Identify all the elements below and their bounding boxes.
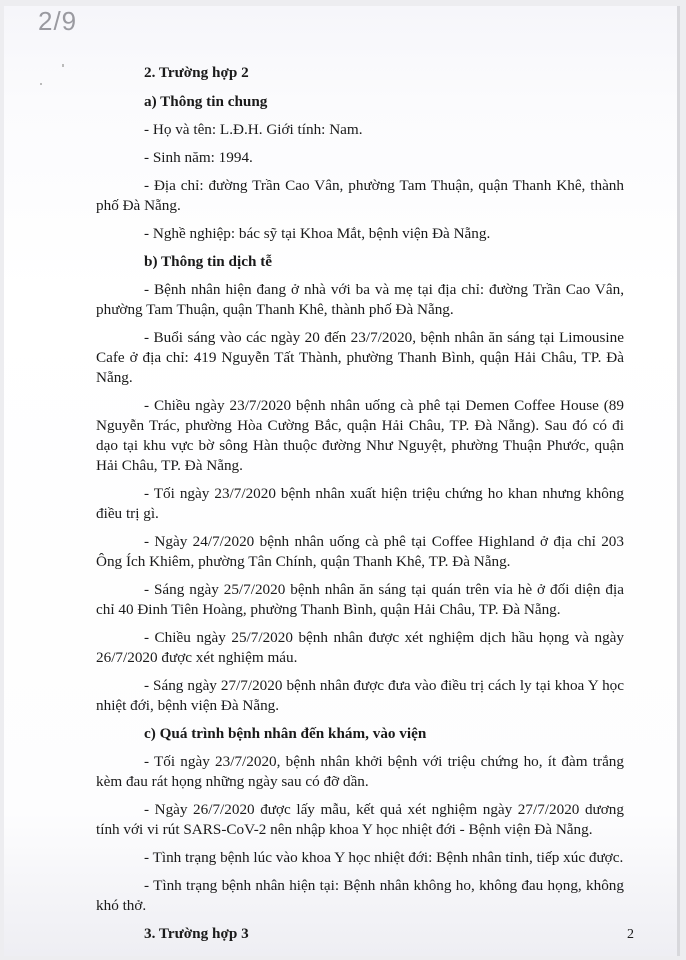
document-page xyxy=(4,6,680,956)
paragraph: - Tối ngày 23/7/2020, bệnh nhân khởi bệnh với triệu chứng ho, ít đàm trắng kèm đau rát họng những ngày sau có đỡ dần. xyxy=(96,753,624,790)
paragraph: - Địa chỉ: đường Trần Cao Vân, phường Tam Thuận, quận Thanh Khê, thành phố Đà Nẵng. xyxy=(96,177,624,214)
paragraph: - Ngày 26/7/2020 được lấy mẫu, kết quả xét nghiệm ngày 27/7/2020 dương tính với vi rút SARS-CoV-2 nên nhập khoa Y học nhiệt đới - Bệnh viện Đà Nẵng. xyxy=(96,801,624,838)
paragraph: - Ngày 24/7/2020 bệnh nhân uống cà phê tại Coffee Highland ở địa chỉ 203 Ông Ích Khiêm, phường Tân Chính, quận Thanh Khê, TP. Đà Nẵng. xyxy=(96,533,624,570)
page-number: 2 xyxy=(627,927,634,942)
paragraph: - Nghề nghiệp: bác sỹ tại Khoa Mắt, bệnh viện Đà Nẵng. xyxy=(144,225,491,242)
paragraph: - Bệnh nhân hiện đang ở nhà với ba và mẹ tại địa chỉ: đường Trần Cao Vân, phường Tam Thuận, quận Thanh Khê, thành phố Đà Nẵng. xyxy=(96,281,624,318)
paragraph: - Buổi sáng vào các ngày 20 đến 23/7/2020, bệnh nhân ăn sáng tại Limousine Cafe ở địa chỉ: 419 Nguyễn Tất Thành, phường Thanh Bình, quận Hải Châu, TP. Đà Nẵng. xyxy=(96,329,624,386)
paragraph: - Chiều ngày 23/7/2020 bệnh nhân uống cà phê tại Demen Coffee House (89 Nguyễn Trác, phường Hòa Cường Bắc, quận Hải Châu, TP. Đà Nẵng). Sau đó có đi dạo tại khu vực bờ sông Hàn thuộc đường Như Nguyệt, phường Thuận Phước, quận Hải Châu, TP. Đà Nẵng. xyxy=(96,397,624,474)
gallery-page-counter: 2/9 xyxy=(38,6,78,36)
paragraph: - Sáng ngày 25/7/2020 bệnh nhân ăn sáng tại quán trên vỉa hè ở đối diện địa chỉ 40 Đinh Tiên Hoàng, phường Thanh Bình, quận Hải Châu, TP. Đà Nẵng. xyxy=(96,581,624,618)
paragraph: - Tối ngày 23/7/2020 bệnh nhân xuất hiện triệu chứng ho khan nhưng không điều trị gì. xyxy=(96,485,624,522)
subsection-heading-c: c) Quá trình bệnh nhân đến khám, vào viện xyxy=(144,725,427,742)
scan-speck xyxy=(40,83,42,85)
paragraph: - Tình trạng bệnh lúc vào khoa Y học nhiệt đới: Bệnh nhân tỉnh, tiếp xúc được. xyxy=(144,849,624,866)
paragraph: - Họ và tên: L.Đ.H. Giới tính: Nam. xyxy=(144,121,363,138)
subsection-heading-b: b) Thông tin dịch tễ xyxy=(144,253,273,270)
paragraph: - Tình trạng bệnh nhân hiện tại: Bệnh nhân không ho, không đau họng, không khó thở. xyxy=(96,877,624,914)
paragraph: - Sáng ngày 27/7/2020 bệnh nhân được đưa vào điều trị cách ly tại khoa Y học nhiệt đới, bệnh viện Đà Nẵng. xyxy=(96,677,624,714)
section-heading: 2. Trường hợp 2 xyxy=(144,64,249,81)
subsection-heading-a: a) Thông tin chung xyxy=(144,93,268,110)
paragraph: - Chiều ngày 25/7/2020 bệnh nhân được xét nghiệm dịch hầu họng và ngày 26/7/2020 được xét nghiệm máu. xyxy=(96,629,624,666)
document-body xyxy=(96,63,624,952)
paragraph: - Sinh năm: 1994. xyxy=(144,149,253,166)
scan-speck xyxy=(62,64,64,67)
next-section-heading: 3. Trường hợp 3 xyxy=(144,925,249,942)
